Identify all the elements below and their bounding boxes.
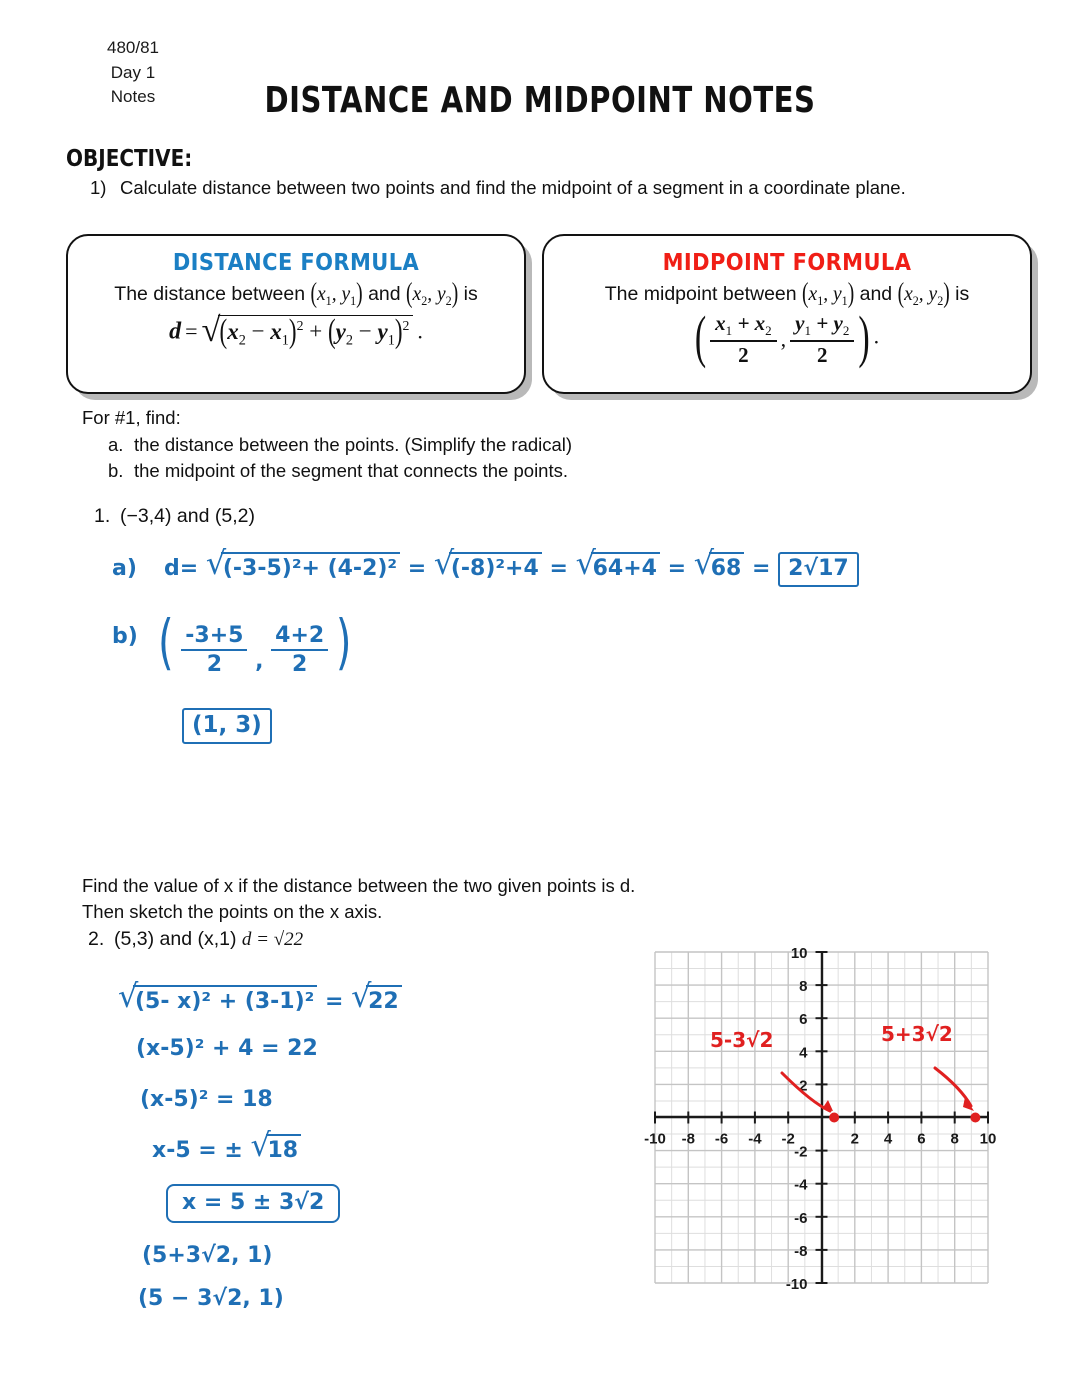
- distance-formula-card: [66, 234, 526, 394]
- midpoint-formula-lead: [544, 279, 1030, 310]
- close-paren-icon: ): [847, 279, 855, 310]
- graph-tick-label: -2: [781, 1130, 795, 1148]
- boxed-answer-2: x = 5 ± 3√2: [166, 1184, 340, 1223]
- midpoint-formula-card: [542, 234, 1032, 394]
- problem1-part-a-prompt: [108, 434, 572, 456]
- graph-tick-label: 2: [850, 1130, 859, 1148]
- handwriting-problem2-line1: [118, 977, 402, 1015]
- graph-tick-labels: [644, 945, 996, 1293]
- objective-item-number: 1): [90, 177, 107, 198]
- problem2-instruction-line2: Then sketch the points on the x axis.: [82, 901, 383, 922]
- period-mark: .: [873, 323, 880, 349]
- close-paren-icon: ): [858, 307, 870, 371]
- midpoint-point1: $x_1$, $y_1$: [808, 284, 848, 308]
- comma-separator: ,: [255, 649, 264, 674]
- objective-heading: OBJECTIVE:: [66, 144, 193, 172]
- problem1-points: (−3,4) and (5,2): [120, 505, 255, 527]
- open-paren-icon: (: [219, 312, 228, 349]
- radical-group: [201, 310, 414, 349]
- part-a-text: the distance between the points. (Simplify the radical): [134, 434, 573, 455]
- radicand: (-3-5)²+ (4-2)²: [221, 552, 400, 581]
- distance-lead-before: The distance between: [114, 283, 306, 305]
- graph-tick-label: 6: [799, 1011, 808, 1029]
- open-paren-icon: (: [310, 279, 317, 310]
- course-code: 480/81: [107, 38, 159, 57]
- handwriting-tag-b: b): [112, 624, 138, 649]
- doc-type-label: Notes: [110, 87, 156, 107]
- radicand: 64+4: [591, 552, 660, 581]
- problem1-number: 1.: [94, 505, 111, 527]
- problem2-number: 2.: [88, 928, 105, 950]
- midpoint-lead-after: is: [955, 283, 970, 305]
- midpoint-lead-before: The midpoint between: [604, 283, 797, 305]
- problem2-distance-value: d = √22: [241, 929, 304, 950]
- handwriting-problem1-part-a: [112, 544, 859, 587]
- open-paren-icon: (: [327, 312, 336, 349]
- equals-sign: =: [549, 556, 568, 581]
- part-a-label: a.: [108, 434, 124, 455]
- radical-sign-icon: √: [118, 977, 139, 1015]
- handwriting-problem2-line3: (x-5)² = 18: [140, 1087, 273, 1112]
- comma-separator: ,: [780, 326, 787, 352]
- radicand: 68: [709, 552, 745, 581]
- plotted-point-left: [829, 1113, 839, 1123]
- graph-tick-label: 8: [799, 978, 808, 996]
- handwriting-problem1-part-b-expression: [158, 608, 352, 678]
- problem2-statement: [88, 928, 303, 951]
- midpoint-x-fraction: [181, 623, 247, 677]
- midpoint-x-denominator: 2: [738, 343, 749, 368]
- radicand: (5- x)² + (3-1)²: [133, 985, 317, 1014]
- equals-sign: =: [667, 556, 687, 581]
- page-title: DISTANCE AND MIDPOINT NOTES: [264, 80, 816, 122]
- objective-list-item: [90, 177, 906, 199]
- distance-formula-title: DISTANCE FORMULA: [172, 248, 420, 276]
- close-paren-icon: ): [451, 279, 459, 310]
- radical-sign-icon: √: [433, 544, 455, 582]
- distance-lead-and: and: [368, 283, 401, 305]
- day-label: Day 1: [110, 62, 156, 82]
- coordinate-graph: [630, 930, 1050, 1310]
- handwriting-problem2-line4: [152, 1126, 301, 1164]
- open-paren-icon: (: [802, 279, 809, 310]
- equals-sign: =: [407, 556, 427, 581]
- close-paren-icon: ): [335, 608, 352, 678]
- radicand: 18: [266, 1134, 302, 1163]
- equals-sign: =: [185, 318, 198, 344]
- annotation-arrowhead-right: [963, 1097, 974, 1111]
- midpoint-y-numerator: $y_1 + y_2$: [790, 311, 854, 342]
- midpoint-lead-and: and: [859, 283, 893, 305]
- distance-point1: $x_1$, $y_1$: [317, 284, 357, 308]
- handwriting-problem1-part-b-answer: [182, 708, 272, 744]
- part-b-text: the midpoint of the segment that connects the points.: [134, 460, 568, 481]
- midpoint-formula-expression: [544, 307, 1030, 371]
- radicand: 22: [366, 985, 402, 1014]
- midpoint-y-numerator: 4+2: [271, 623, 328, 651]
- midpoint-y-denominator: 2: [292, 652, 308, 677]
- close-paren-icon: ): [288, 312, 297, 349]
- radical-sign-icon: √: [205, 544, 227, 582]
- open-paren-icon: (: [694, 307, 707, 371]
- radical-group: [575, 544, 660, 582]
- objective-item-text: Calculate distance between two points and find the midpoint of a segment in a coordinate plane.: [120, 177, 906, 198]
- close-paren-icon: ): [943, 279, 950, 310]
- graph-tick-label: -8: [681, 1130, 695, 1148]
- midpoint-x-denominator: 2: [206, 652, 223, 677]
- handwriting-line4-left: x-5 = ±: [152, 1138, 243, 1163]
- midpoint-y-fraction: [271, 623, 328, 677]
- graph-tick-label: -2: [794, 1143, 808, 1161]
- graph-tick-label: 10: [790, 945, 808, 962]
- graph-tick-label: 4: [883, 1130, 893, 1148]
- radical-group: [205, 544, 400, 582]
- plotted-point-right: [970, 1113, 980, 1123]
- problem1-part-b-prompt: [108, 460, 568, 482]
- handwriting-tag-a: a): [112, 556, 137, 581]
- graph-svg: [630, 930, 1050, 1310]
- radical-sign-icon: √: [201, 310, 221, 349]
- open-paren-icon: (: [897, 279, 905, 310]
- radical-group: [693, 544, 745, 582]
- graph-tick-label: -10: [644, 1130, 666, 1148]
- graph-tick-label: -4: [748, 1130, 762, 1148]
- radical-group: [118, 977, 317, 1015]
- graph-tick-label: -10: [785, 1276, 808, 1293]
- radicand: (-8)²+4: [449, 552, 542, 581]
- radical-sign-icon: √: [351, 977, 372, 1015]
- graph-tick-label: 2: [799, 1077, 808, 1095]
- radical-sign-icon: √: [575, 544, 596, 582]
- distance-formula-expression: [68, 310, 524, 349]
- distance-formula-lead: [68, 279, 524, 310]
- equals-sign: =: [324, 989, 344, 1014]
- equals-sign: =: [752, 556, 771, 581]
- radical-group: [250, 1126, 302, 1164]
- graph-annotation-right: 5+3√2: [881, 1022, 953, 1046]
- graph-tick-label: 10: [979, 1130, 997, 1148]
- part-b-label: b.: [108, 460, 124, 481]
- graph-annotation-left: 5-3√2: [710, 1028, 774, 1052]
- handwriting-problem2-line2: (x-5)² + 4 = 22: [136, 1036, 318, 1061]
- graph-tick-label: -6: [714, 1130, 729, 1148]
- graph-tick-label: -4: [794, 1176, 808, 1194]
- graph-tick-label: 6: [917, 1130, 926, 1148]
- radical-sign-icon: √: [693, 544, 715, 582]
- handwriting-problem2-point2: (5 − 3√2, 1): [138, 1286, 284, 1311]
- midpoint-formula-title: MIDPOINT FORMULA: [662, 248, 912, 276]
- close-paren-icon: ): [394, 312, 403, 349]
- problem2-instruction-line1: Find the value of x if the distance between the two given points is d.: [82, 875, 636, 896]
- boxed-answer-1a: 2√17: [778, 552, 859, 587]
- period-mark: .: [417, 318, 423, 344]
- radical-group: [351, 977, 402, 1015]
- distance-lead-after: is: [463, 283, 478, 305]
- graph-tick-label: -8: [794, 1242, 808, 1260]
- graph-tick-label: -6: [794, 1209, 808, 1227]
- handwriting-problem2-boxed-answer: [166, 1184, 340, 1223]
- midpoint-x-fraction: [710, 311, 777, 368]
- distance-point2: $x_2$, $y_2$: [412, 284, 452, 308]
- radicand: $(x_2 - x_1)^2 + (y_2 - y_1)^2$: [218, 315, 414, 349]
- problem2-points: (5,3) and (x,1): [114, 928, 237, 950]
- midpoint-x-numerator: $x_1 + x_2$: [710, 311, 777, 342]
- open-paren-icon: (: [158, 608, 174, 678]
- midpoint-y-denominator: 2: [817, 343, 828, 368]
- boxed-answer-1b: (1, 3): [182, 708, 272, 744]
- close-paren-icon: ): [356, 279, 363, 310]
- radical-sign-icon: √: [250, 1126, 271, 1164]
- graph-tick-label: 8: [950, 1130, 959, 1148]
- open-paren-icon: (: [406, 279, 413, 310]
- midpoint-point2: $x_2$, $y_2$: [904, 284, 944, 308]
- radical-group: [433, 544, 542, 582]
- distance-variable-d: d: [169, 318, 182, 345]
- handwriting-d-equals: d=: [164, 556, 199, 581]
- handwriting-problem2-point1: (5+3√2, 1): [142, 1243, 273, 1268]
- graph-tick-label: 4: [799, 1044, 808, 1062]
- midpoint-x-numerator: -3+5: [181, 623, 247, 651]
- problem1-intro: For #1, find:: [82, 407, 181, 428]
- problem1-statement: [94, 505, 255, 528]
- midpoint-y-fraction: [790, 311, 854, 368]
